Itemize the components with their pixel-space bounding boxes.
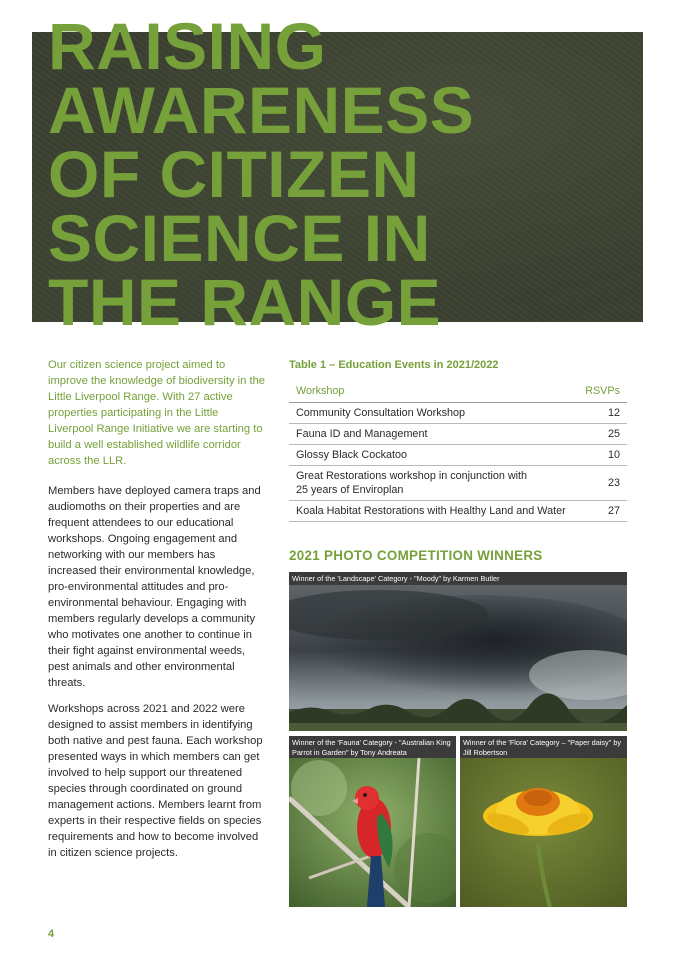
page-number: 4 bbox=[48, 928, 55, 940]
body-paragraph: Members have deployed camera traps and audiomoths on their properties and are frequent attendees to our educational workshops. Ongoing engagement and networking with our members has increased their environmental knowledge, pro-environmental attitudes and pro-environmental behaviour. Engaging with members regularly develops a community who motivates one another to continue in their fight against environmental weeds, pest animals and other environmental threats. bbox=[48, 485, 261, 689]
photo-competition-title: 2021 PHOTO COMPETITION WINNERS bbox=[289, 548, 543, 563]
workshop-cell: Fauna ID and Management bbox=[289, 424, 573, 445]
workshop-cell-line: Great Restorations workshop in conjunction with bbox=[296, 470, 528, 482]
table-title: Table 1 – Education Events in 2021/2022 bbox=[289, 359, 499, 371]
table-row bbox=[289, 466, 627, 501]
table-header-row bbox=[289, 380, 627, 403]
page-title bbox=[48, 9, 475, 339]
table-row bbox=[289, 445, 627, 466]
rsvps-cell: 23 bbox=[573, 466, 627, 501]
storm-landscape-image bbox=[289, 585, 627, 731]
title-line: OF CITIZEN bbox=[48, 137, 420, 211]
left-column bbox=[48, 357, 266, 871]
table-row bbox=[289, 424, 627, 445]
fauna-photo bbox=[289, 758, 456, 907]
king-parrot-image bbox=[289, 758, 456, 907]
table-row bbox=[289, 403, 627, 424]
title-line: SCIENCE IN bbox=[48, 201, 431, 275]
column-header-rsvps: RSVPs bbox=[573, 380, 627, 403]
rsvps-cell: 12 bbox=[573, 403, 627, 424]
rsvps-cell: 10 bbox=[573, 445, 627, 466]
fauna-caption: Winner of the 'Fauna' Category - "Australian King Parrot in Garden" by Tony Andreata bbox=[289, 736, 456, 758]
workshop-cell: Koala Habitat Restorations with Healthy Land and Water bbox=[289, 501, 573, 522]
flora-photo bbox=[460, 758, 627, 907]
table-row bbox=[289, 501, 627, 522]
workshop-cell: Glossy Black Cockatoo bbox=[289, 445, 573, 466]
body-paragraph: Workshops across 2021 and 2022 were designed to assist members in identifying both native and pest fauna. Each workshop presented ways in which members can get involved to help support our threatened species through coordinated on ground management actions. Members learnt from experts in their respective fields on species requirements and how to become involved in citizen science projects. bbox=[48, 703, 263, 859]
flora-caption: Winner of the 'Flora' Category – "Paper daisy" by Jill Robertson bbox=[460, 736, 627, 758]
landscape-photo bbox=[289, 585, 627, 731]
rsvps-cell: 27 bbox=[573, 501, 627, 522]
column-header-workshop: Workshop bbox=[289, 380, 573, 403]
workshop-cell bbox=[289, 466, 573, 501]
workshop-cell-line: 25 years of Enviroplan bbox=[296, 484, 404, 496]
title-line: THE RANGE bbox=[48, 265, 442, 339]
title-line: RAISING bbox=[48, 9, 327, 83]
paper-daisy-image bbox=[460, 758, 627, 907]
workshop-cell: Community Consultation Workshop bbox=[289, 403, 573, 424]
rsvps-cell: 25 bbox=[573, 424, 627, 445]
intro-paragraph: Our citizen science project aimed to improve the knowledge of biodiversity in the Little Liverpool Range. With 27 active properties participating in the Little Liverpool Range Initiative we are starting to build a well established wildlife corridor across the LLR. bbox=[48, 359, 266, 467]
landscape-caption: Winner of the 'Landscape' Category - "Moody" by Karmen Butler bbox=[289, 572, 627, 585]
title-line: AWARENESS bbox=[48, 73, 475, 147]
education-events-table bbox=[289, 380, 627, 522]
